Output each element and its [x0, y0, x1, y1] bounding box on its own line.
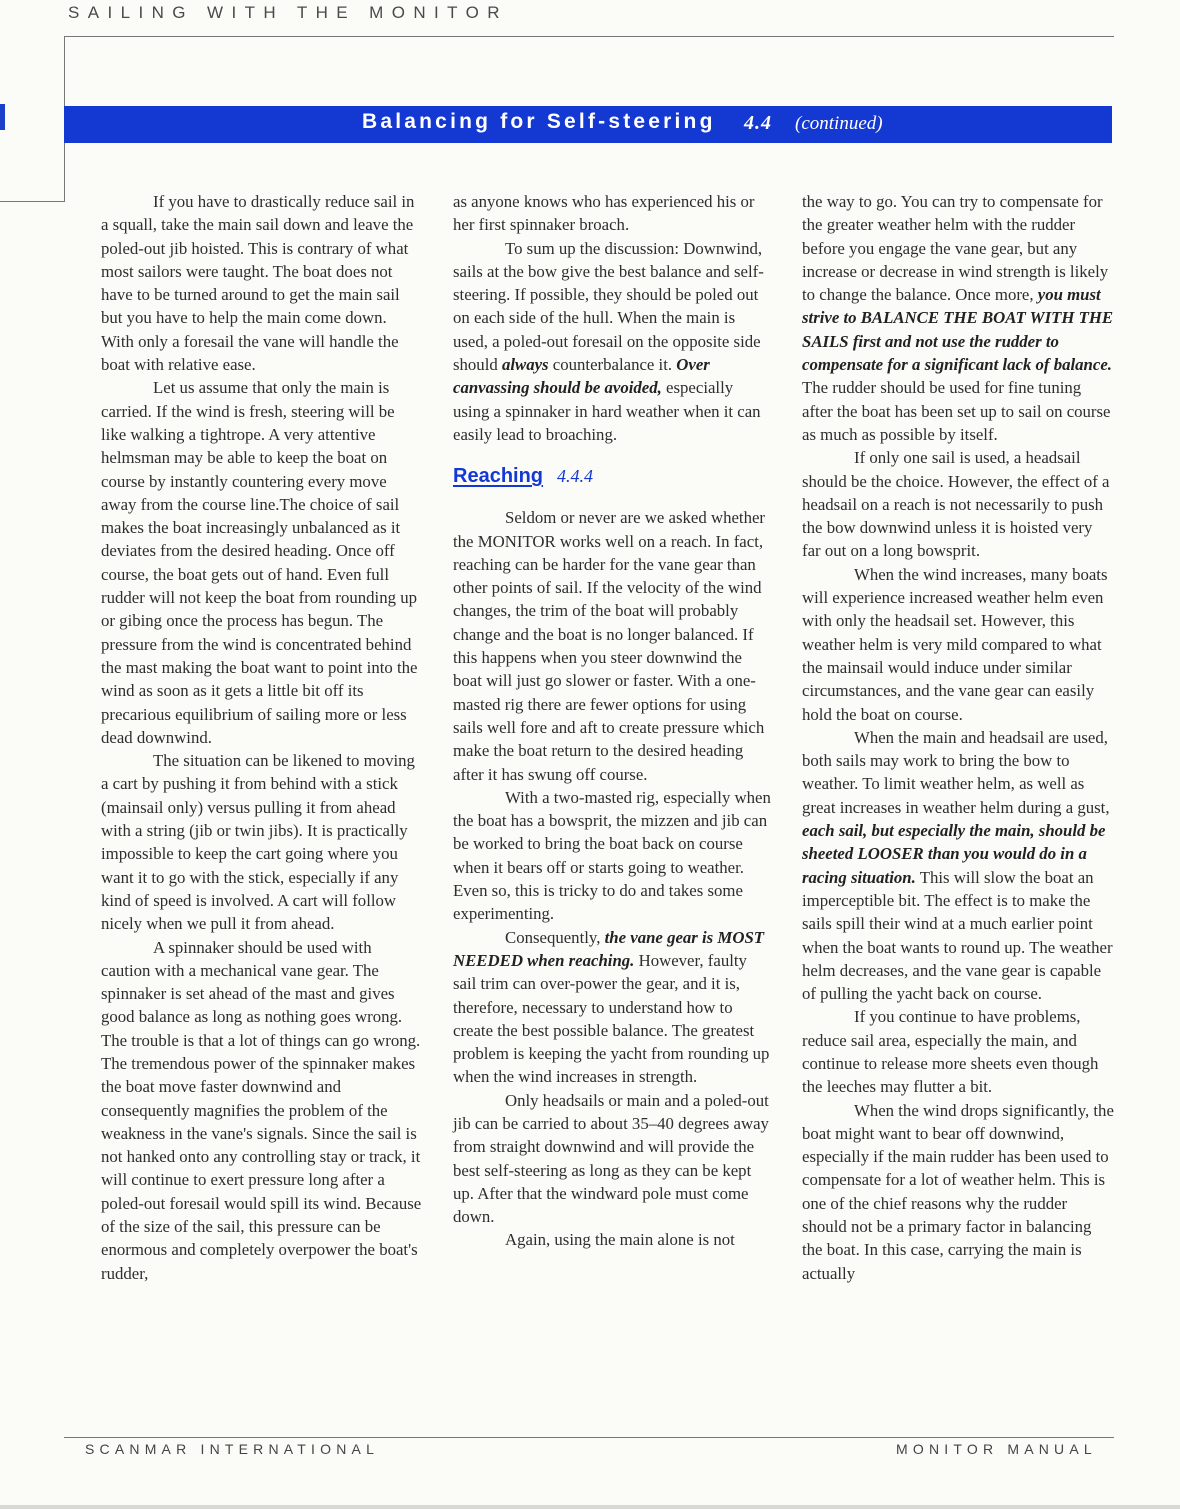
subsection-title: Reaching: [453, 465, 544, 488]
text-run: the way to go. You can try to compensate for the greater weather helm with the rudder before you engage the vane gear, but any increase or decrease in wind strength is likely to change the balance. Once more,: [802, 192, 1109, 305]
footer-manual-title: MONITOR MANUAL: [896, 1441, 1097, 1457]
paragraph: The situation can be likened to moving a cart by pushing it from behind with a stick (mainsail only) versus pulling it from ahead with a string (jib or twin jibs). It is practically impossible to keep the cart going where you want it to go with the stick, especially if any kind of speed is involved. A cart will follow nicely when we pull it from ahead.: [101, 751, 415, 934]
emphasis: always: [501, 355, 549, 375]
paragraph: With a two-masted rig, especially when the boat has a bowsprit, the mizzen and jib can be worked to bring the boat back on course when it bears off or starts going to weather. Even so, this is tricky to do and takes some experimenting.: [453, 787, 771, 924]
paragraph: When the wind increases, many boats will experience increased weather helm even with only the headsail set. However, this weather helm is very mild compared to what the mainsail would induce under similar circumstances, and the vane gear can easily hold the boat on course.: [802, 564, 1108, 724]
page-bottom-edge: [0, 1505, 1180, 1509]
paragraph: If you continue to have problems, reduce sail area, especially the main, and continue to release more sheets even though the leeches may flutter a bit.: [802, 1007, 1099, 1097]
paragraph: Seldom or never are we asked whether the MONITOR works well on a reach. In fact, reaching can be harder for the vane gear than other points of sail. If the velocity of the wind changes, the trim of the boat will probably change and the boat is no longer balanced. If this happens when you steer downwind the boat will just go slower or faster. With a one-masted rig there are fewer options for using sails well fore and aft to create pressure which make the boat return to the desired heading after it has swung off course.: [453, 508, 766, 784]
text-run: This will slow the boat an imperceptible bit. The effect is to make the sails spill their wind at a much earlier point when the boat wants to round up. The weather helm decreases, and the vane gear is capable of pulling the yacht back on course.: [802, 867, 1113, 1004]
section-title: Balancing for Self-steering: [362, 110, 716, 133]
subsection-number: 4.4.4: [557, 466, 594, 487]
paragraph: Only headsails or main and a poled-out jib can be carried to about 35–40 degrees away from straight downwind and will provide the best self-steering as long as they can be kept up. After that the windward pole must come down.: [453, 1090, 769, 1227]
emphasis: you must strive to BALANCE THE BOAT WITH THE SAILS first and not use the rudder to compensate for a significant lack of balance.: [802, 285, 1114, 375]
subsection-heading: [453, 462, 773, 490]
text-run: The rudder should be used for fine tuning after the boat has been set up to sail on course as much as possible by itself.: [802, 378, 1111, 444]
paragraph: [802, 190, 1114, 446]
page-edge-mark: [0, 104, 5, 130]
text-run: However, faulty sail trim can over-power the gear, and it is, therefore, necessary to understand how to create the best possible balance. The greatest problem is keeping the yacht from rounding up when the wind increases in strength.: [453, 950, 770, 1087]
text-run: especially using a spinnaker in hard weather when it can easily lead to broaching.: [453, 378, 761, 444]
text-column-1: [101, 190, 423, 1285]
emphasis: the vane gear is MOST NEEDED when reaching.: [453, 927, 765, 970]
text-run: Consequently,: [505, 927, 601, 947]
paragraph: [453, 926, 773, 1089]
paragraph: as anyone knows who has experienced his or her first spinnaker broach.: [453, 192, 755, 235]
section-number: 4.4: [744, 112, 772, 134]
frame-left-foot-rule: [0, 201, 65, 202]
paragraph: A spinnaker should be used with caution with a mechanical vane gear. The spinnaker is set ahead of the mast and gives good balance as long as nothing goes wrong. The trouble is that a lot of things can go wrong. The tremendous power of the spinnaker makes the boat move faster downwind and consequently magnifies the problem of the weakness in the vane's signals. Since the sail is not hanked onto any controlling stay or track, it will continue to exert pressure long after a poled-out foresail would spill its wind. Because of the size of the sail, this pressure can be enormous and completely overpower the boat's rudder,: [101, 937, 422, 1283]
footer-publisher: SCANMAR INTERNATIONAL: [85, 1441, 380, 1457]
paragraph: Let us assume that only the main is carried. If the wind is fresh, steering will be like walking a tightrope. A very attentive helmsman may be able to keep the boat on course by instantly countering every move away from the course line.The choice of sail makes the boat increasingly unbalanced as it deviates from the desired heading. Once off course, the boat gets out of hand. Even full rudder will not keep the boat from rounding up or gibing once the process has begun. The pressure from the wind is concentrated behind the mast making the boat want to point into the wind as soon as it gets a little bit off its precarious equilibrium of sailing more or less dead downwind.: [101, 378, 418, 747]
text-run: When the main and headsail are used, both sails may work to bring the bow to weather. To limit weather helm, as well as great increases in weather helm during a gust,: [802, 727, 1110, 817]
frame-top-rule: [64, 36, 1114, 37]
text-run: To sum up the discussion: Downwind, sails at the bow give the best balance and self-steering. If possible, they should be poled out on each side of the hull. When the main is used, a poled-out foresail on the opposite side should: [453, 238, 764, 375]
section-banner: [64, 106, 1112, 143]
text-column-2: [453, 190, 773, 1252]
paragraph: [453, 237, 773, 447]
running-title: SAILING WITH THE MONITOR: [68, 3, 508, 22]
emphasis: Over canvassing should be avoided,: [453, 355, 710, 398]
paragraph: If only one sail is used, a headsail should be the choice. However, the effect of a headsail on a reach is not necessarily to push the bow downwind unless it is hoisted very far out on a long bowsprit.: [802, 448, 1110, 561]
paragraph: Again, using the main alone is not: [505, 1230, 735, 1250]
paragraph: When the wind drops significantly, the boat might want to bear off downwind, especially if the main rudder has been used to compensate for a lot of weather helm. This is one of the chief reasons why the rudder should not be a primary factor in balancing the boat. In this case, carrying the main is actually: [802, 1100, 1114, 1283]
footer-rule: [64, 1437, 1114, 1438]
emphasis: each sail, but especially the main, should be sheeted LOOSER than you would do in a racing situation.: [802, 821, 1106, 887]
paragraph: [802, 726, 1114, 1006]
text-run: counterbalance it.: [552, 355, 673, 375]
text-column-3: [802, 190, 1114, 1285]
paragraph: If you have to drastically reduce sail in a squall, take the main sail down and leave the poled-out jib hoisted. This is contrary of what most sailors were taught. The boat does not have to be turned around to get the main sail but you have to help the main come down. With only a foresail the vane will handle the boat with relative ease.: [101, 192, 415, 375]
continued-label: (continued): [795, 113, 883, 134]
